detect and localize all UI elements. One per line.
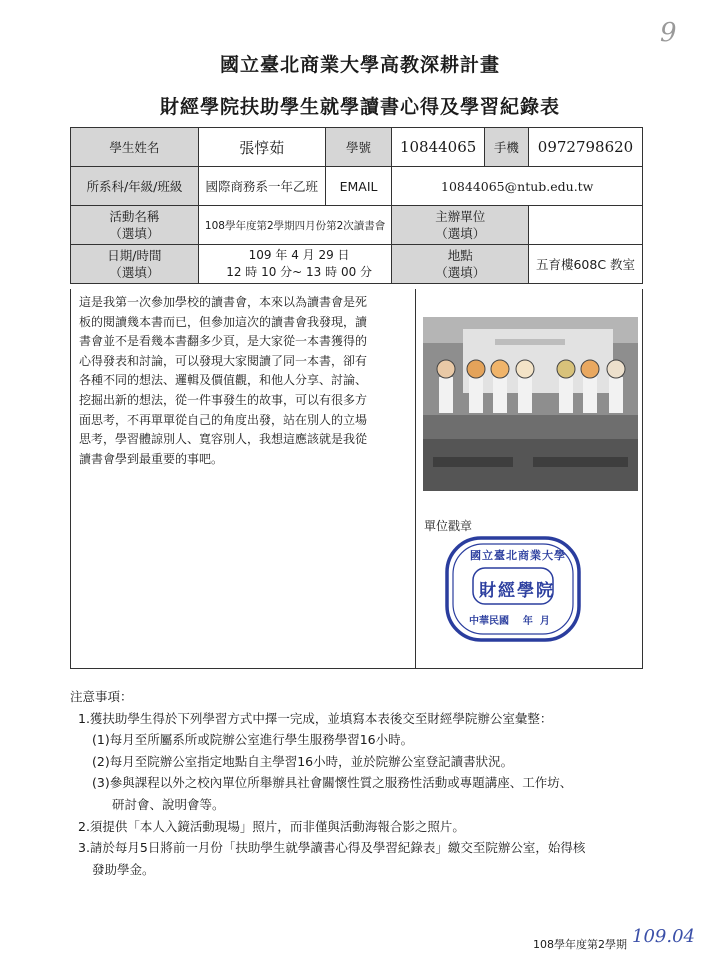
essay-line: 思考，學習體諒別人、寬容別人，我想這應該就是我從 (79, 432, 368, 447)
department-value: 國際商務系一年乙班 (198, 167, 325, 206)
notes-section (70, 686, 670, 880)
note-subitem-continued: 研討會、說明會等。 (112, 796, 225, 812)
essay-text (79, 293, 414, 469)
organizer-label: 主辦單位 （選填） (392, 206, 529, 245)
essay-line: 各種不同的想法、邏輯及價值觀，和他人分享、討論、 (79, 373, 368, 388)
content-area (70, 289, 643, 669)
notes-heading: 注意事項： (70, 689, 133, 704)
student-name-value: 張惇茹 (198, 128, 325, 167)
phone-value: 0972798620 (529, 128, 643, 167)
essay-line: 心得發表和討論，可以發現大家閱讀了同一本書，卻有 (79, 353, 368, 368)
essay-line: 板的閱讀幾本書而已，但參加這次的讀書會我發現，讀 (79, 314, 368, 329)
photo-illustration (423, 317, 638, 491)
semester-footer: 108學年度第2學期 (533, 938, 627, 951)
note-item-continued: 發助學金。 (92, 861, 155, 877)
record-form (70, 127, 643, 284)
student-id-value: 10844065 (392, 128, 484, 167)
column-divider (415, 289, 416, 669)
email-label: EMAIL (325, 167, 392, 206)
datetime-value (198, 245, 392, 284)
student-name-label: 學生姓名 (71, 128, 199, 167)
phone-label: 手機 (484, 128, 528, 167)
note-item: 2.須提供「本人入鏡活動現場」照片，而非僅與活動海報合影之照片。 (78, 818, 465, 834)
essay-line: 這是我第一次參加學校的讀書會，本來以為讀書會是死 (79, 295, 368, 309)
note-item: 1.獲扶助學生得於下列學習方式中擇一完成，並填寫本表後交至財經學院辦公室彙整： (78, 710, 553, 726)
note-subitem: (3)參與課程以外之校內單位所舉辦具社會關懷性質之服務性活動或專題講座、工作坊、 (92, 775, 573, 791)
activity-label: 活動名稱 （選填） (71, 206, 199, 245)
essay-line: 讀書會學到最重要的事吧。 (79, 451, 224, 466)
note-item: 3.請於每月5日將前一月份「扶助學生就學讀書心得及學習紀錄表」繳交至院辦公室，始得核 (78, 840, 586, 856)
location-label: 地點 （選填） (392, 245, 529, 284)
date-line: 109 年 4 月 29 日 (248, 248, 350, 262)
student-id-label: 學號 (325, 128, 392, 167)
activity-value: 108學年度第2學期四月份第2次讀書會 (198, 206, 392, 245)
document-subtitle: 財經學院扶助學生就學讀書心得及學習紀錄表 (159, 96, 560, 118)
essay-line: 書會並不是看幾本書翻多少頁，是大家從一本書獲得的 (79, 334, 368, 349)
handwritten-note: 109.04 (632, 926, 695, 947)
document-title: 國立臺北商業大學高教深耕計畫 (219, 54, 500, 76)
organizer-value (529, 206, 643, 245)
department-label: 所系科/年級/班級 (71, 167, 199, 206)
essay-line: 挖掘出新的想法，從一件事發生的故事，可以有很多方 (79, 392, 368, 407)
seal-date-text: 中華民國 年 月 (469, 616, 550, 627)
seal-inner-text: 財經學院 (479, 581, 555, 601)
stamp-label: 單位戳章 (424, 519, 473, 533)
time-line: 12 時 10 分~ 13 時 00 分 (226, 265, 373, 279)
note-subitem: (1)每月至所屬系所或院辦公室進行學生服務學習16小時。 (92, 732, 414, 748)
location-value: 五育樓608C 教室 (529, 245, 643, 284)
note-subitem: (2)每月至院辦公室指定地點自主學習16小時，並於院辦公室登記讀書狀況。 (92, 753, 514, 769)
seal-outer-text: 國立臺北商業大學 (470, 549, 566, 562)
email-value: 10844065@ntub.edu.tw (392, 167, 643, 206)
activity-photo (423, 317, 638, 491)
page-number: 9 (660, 18, 677, 48)
essay-line: 面思考，不再單單從自己的角度出發，站在別人的立場 (79, 412, 368, 427)
datetime-label: 日期/時間 （選填） (71, 245, 199, 284)
